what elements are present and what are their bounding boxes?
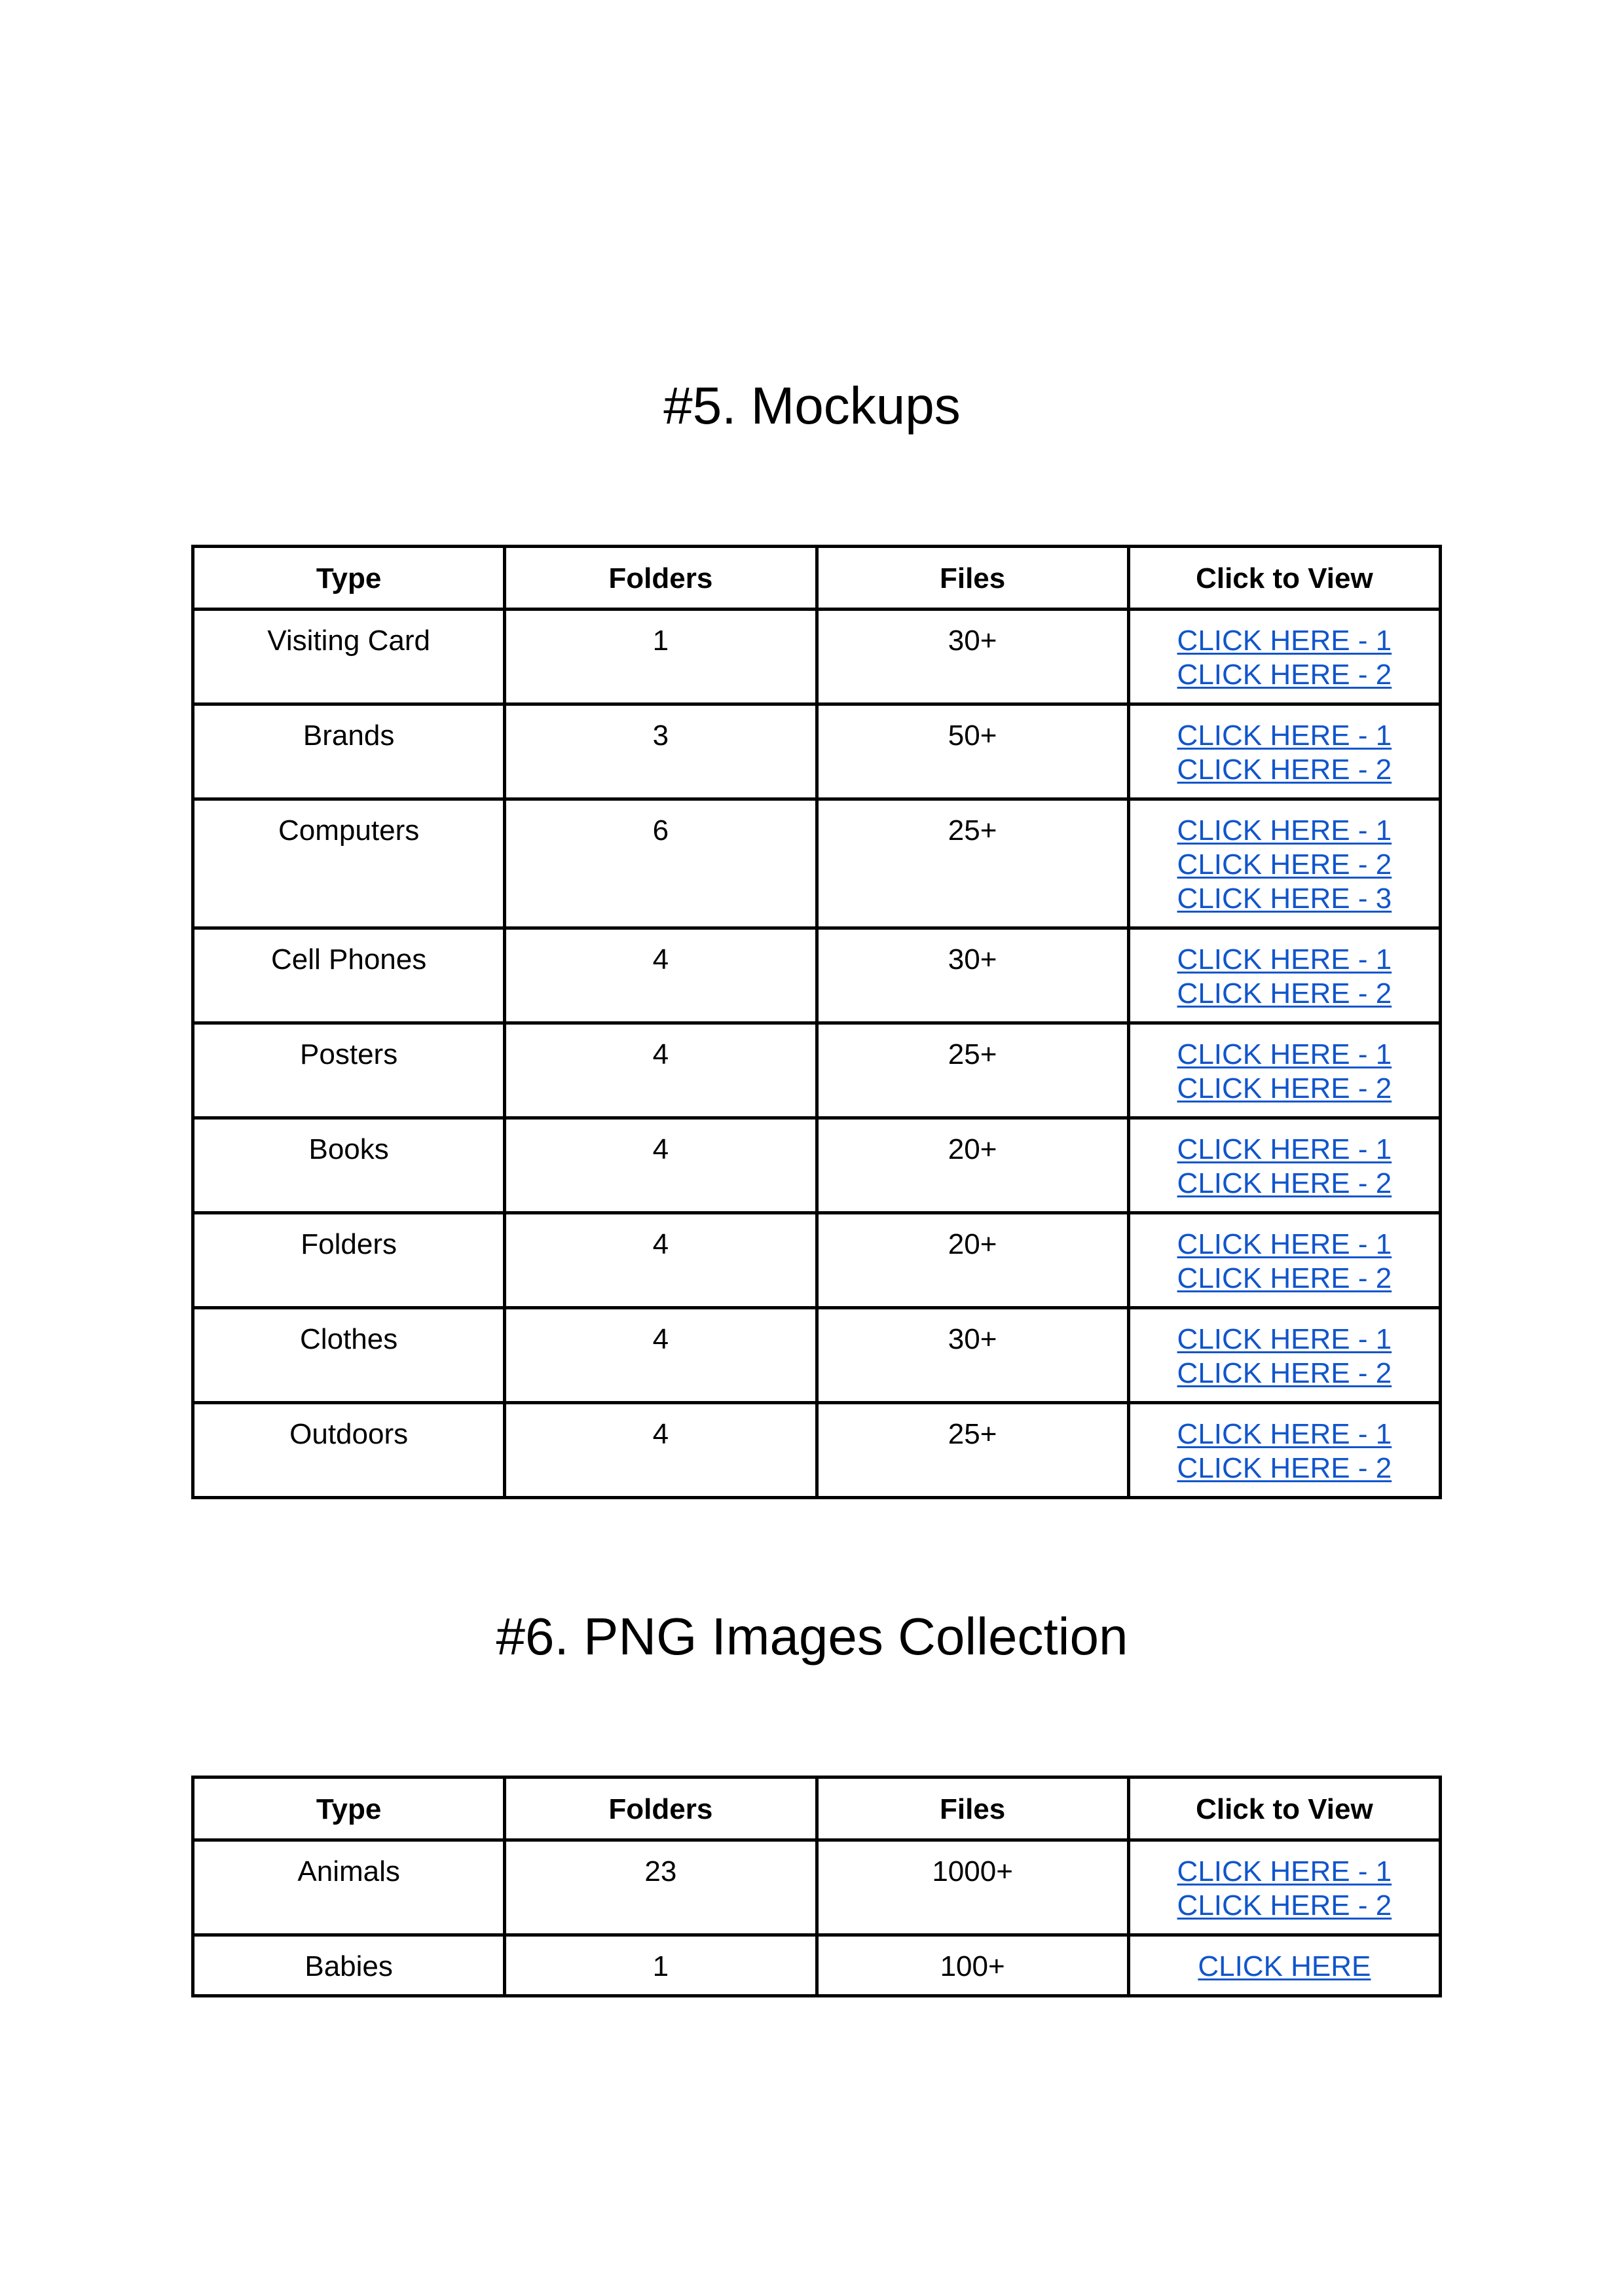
cell-files: 30+ [817, 1308, 1128, 1403]
png-images-table [191, 1776, 1442, 1997]
cell-click-to-view [1128, 1403, 1440, 1498]
cell-click-to-view [1128, 1213, 1440, 1308]
click-here-link[interactable]: CLICK HERE - 2 [1177, 754, 1392, 786]
click-here-link[interactable]: CLICK HERE - 1 [1177, 1418, 1392, 1450]
table-row [193, 1935, 1441, 1996]
cell-type: Folders [193, 1213, 505, 1308]
cell-files: 30+ [817, 928, 1128, 1023]
cell-click-to-view [1128, 928, 1440, 1023]
click-here-link[interactable]: CLICK HERE - 1 [1177, 1228, 1392, 1260]
cell-click-to-view [1128, 704, 1440, 799]
cell-type: Cell Phones [193, 928, 505, 1023]
cell-files: 100+ [817, 1935, 1128, 1996]
cell-files: 20+ [817, 1118, 1128, 1213]
cell-files: 20+ [817, 1213, 1128, 1308]
cell-type: Animals [193, 1840, 505, 1935]
cell-type: Clothes [193, 1308, 505, 1403]
cell-files: 25+ [817, 1403, 1128, 1498]
cell-folders: 1 [505, 610, 817, 704]
section-title-mockups: #5. Mockups [663, 376, 961, 435]
header-click-to-view: Click to View [1128, 1777, 1440, 1840]
click-here-link[interactable]: CLICK HERE - 3 [1177, 883, 1392, 915]
header-type: Type [193, 1777, 505, 1840]
cell-folders: 3 [505, 704, 817, 799]
header-type: Type [193, 547, 505, 610]
click-here-link[interactable]: CLICK HERE [1198, 1950, 1371, 1982]
click-here-link[interactable]: CLICK HERE - 1 [1177, 1038, 1392, 1070]
click-here-link[interactable]: CLICK HERE - 2 [1177, 1889, 1392, 1922]
click-here-link[interactable]: CLICK HERE - 1 [1177, 1323, 1392, 1355]
cell-click-to-view [1128, 1023, 1440, 1118]
section-title-png-images: #6. PNG Images Collection [496, 1607, 1128, 1666]
cell-type: Outdoors [193, 1403, 505, 1498]
mockups-table [191, 545, 1442, 1499]
click-here-link[interactable]: CLICK HERE - 2 [1177, 848, 1392, 881]
cell-click-to-view [1128, 1840, 1440, 1935]
cell-click-to-view [1128, 1118, 1440, 1213]
table-row [193, 1023, 1441, 1118]
cell-click-to-view [1128, 1308, 1440, 1403]
table-row [193, 1213, 1441, 1308]
click-here-link[interactable]: CLICK HERE - 1 [1177, 1855, 1392, 1887]
click-here-link[interactable]: CLICK HERE - 1 [1177, 625, 1392, 657]
click-here-link[interactable]: CLICK HERE - 2 [1177, 1167, 1392, 1199]
table-row [193, 704, 1441, 799]
click-here-link[interactable]: CLICK HERE - 2 [1177, 1452, 1392, 1484]
cell-type: Computers [193, 799, 505, 928]
click-here-link[interactable]: CLICK HERE - 2 [1177, 977, 1392, 1010]
header-files: Files [817, 547, 1128, 610]
table-row [193, 928, 1441, 1023]
table-row [193, 799, 1441, 928]
header-folders: Folders [505, 1777, 817, 1840]
click-here-link[interactable]: CLICK HERE - 2 [1177, 1072, 1392, 1104]
table-row [193, 1840, 1441, 1935]
cell-folders: 4 [505, 928, 817, 1023]
header-folders: Folders [505, 547, 817, 610]
table-row [193, 610, 1441, 704]
cell-type: Books [193, 1118, 505, 1213]
cell-click-to-view [1128, 610, 1440, 704]
click-here-link[interactable]: CLICK HERE - 1 [1177, 1133, 1392, 1165]
table-row [193, 1403, 1441, 1498]
cell-type: Posters [193, 1023, 505, 1118]
cell-click-to-view [1128, 799, 1440, 928]
click-here-link[interactable]: CLICK HERE - 2 [1177, 1262, 1392, 1294]
table-row [193, 1308, 1441, 1403]
cell-type: Babies [193, 1935, 505, 1996]
click-here-link[interactable]: CLICK HERE - 1 [1177, 720, 1392, 752]
click-here-link[interactable]: CLICK HERE - 2 [1177, 1357, 1392, 1389]
cell-type: Visiting Card [193, 610, 505, 704]
cell-folders: 6 [505, 799, 817, 928]
cell-folders: 4 [505, 1213, 817, 1308]
table-header-row [193, 547, 1441, 610]
click-here-link[interactable]: CLICK HERE - 2 [1177, 659, 1392, 691]
cell-folders: 4 [505, 1023, 817, 1118]
header-files: Files [817, 1777, 1128, 1840]
cell-files: 25+ [817, 799, 1128, 928]
click-here-link[interactable]: CLICK HERE - 1 [1177, 814, 1392, 847]
table-row [193, 1118, 1441, 1213]
cell-folders: 23 [505, 1840, 817, 1935]
cell-type: Brands [193, 704, 505, 799]
cell-folders: 4 [505, 1118, 817, 1213]
cell-folders: 4 [505, 1403, 817, 1498]
cell-click-to-view [1128, 1935, 1440, 1996]
cell-folders: 4 [505, 1308, 817, 1403]
cell-files: 1000+ [817, 1840, 1128, 1935]
header-click-to-view: Click to View [1128, 547, 1440, 610]
cell-folders: 1 [505, 1935, 817, 1996]
click-here-link[interactable]: CLICK HERE - 1 [1177, 943, 1392, 975]
cell-files: 30+ [817, 610, 1128, 704]
table-header-row [193, 1777, 1441, 1840]
cell-files: 25+ [817, 1023, 1128, 1118]
cell-files: 50+ [817, 704, 1128, 799]
